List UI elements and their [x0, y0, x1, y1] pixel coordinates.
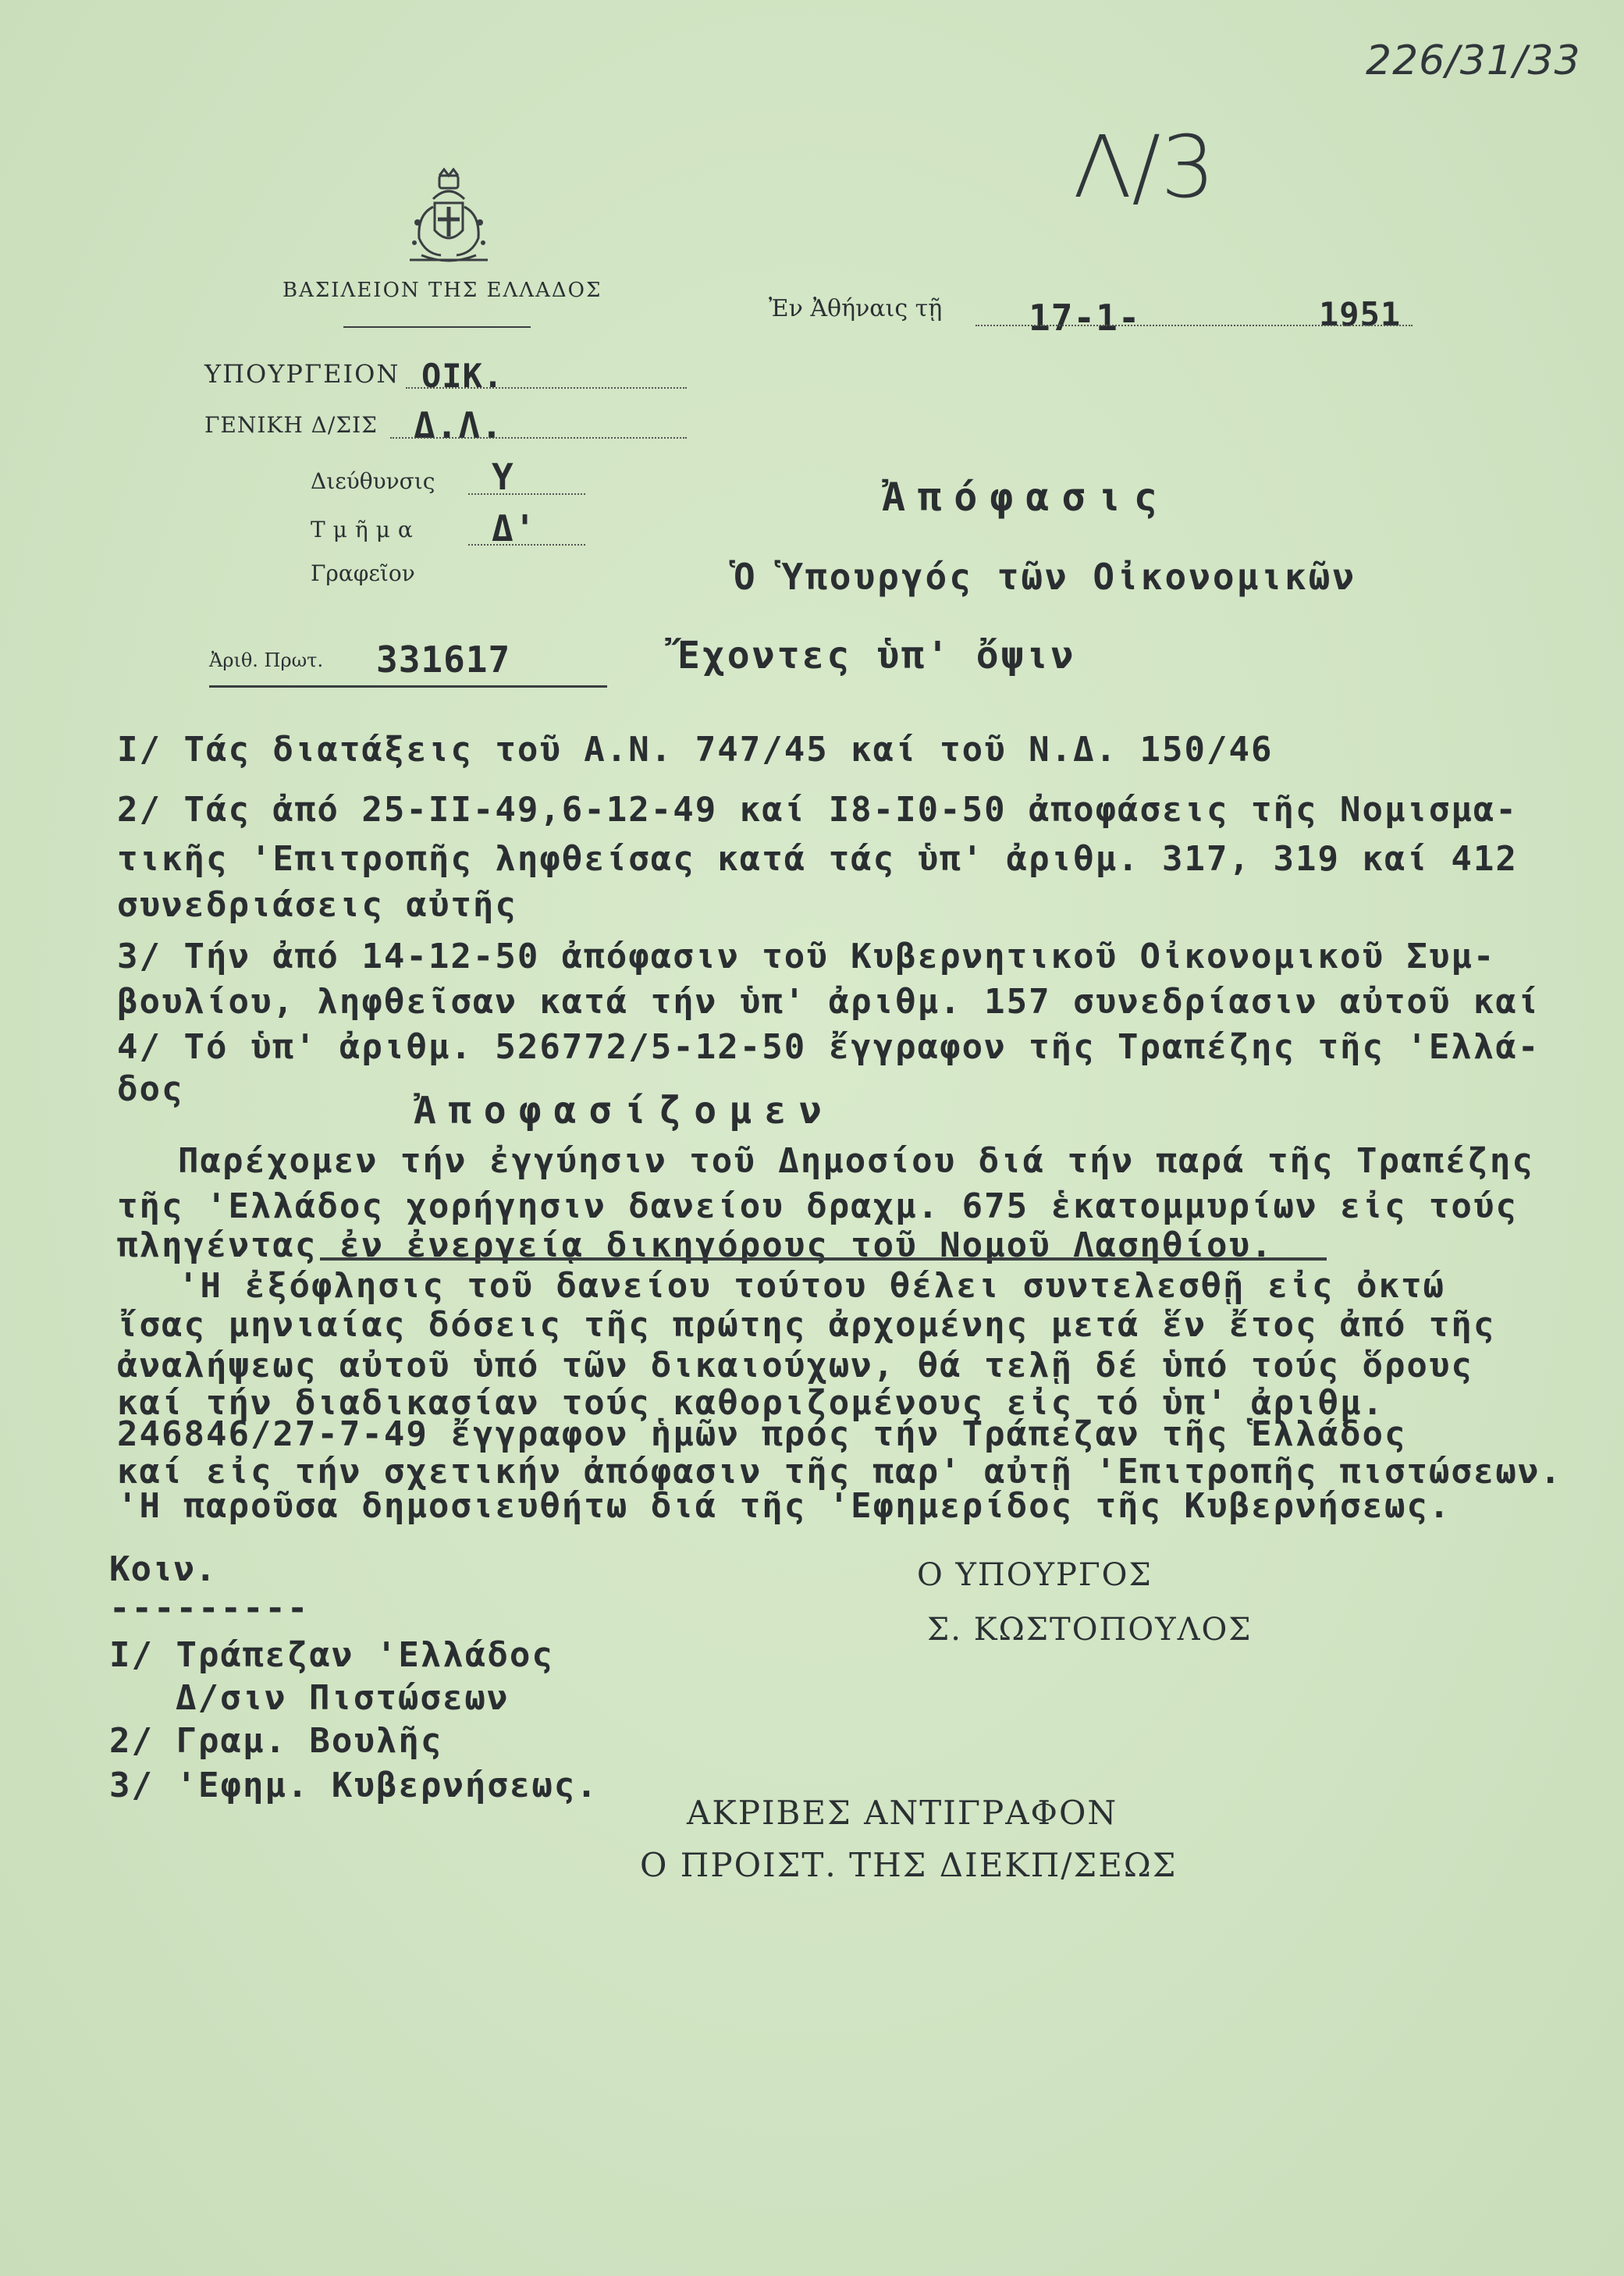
date-prefix: Ἐν Ἀθήναις τῇ [769, 295, 943, 322]
certification-line-1: ΑΚΡΙΒΕΣ ΑΝΤΙΓΡΑΦΟΝ [687, 1794, 1118, 1832]
decision-line: 'Η παροῦσα δημοσιευθήτω διά τῆς 'Εφημερίδος τῆς Κυβερνήσεως. [117, 1486, 1452, 1526]
date-value: 17-1- [1029, 297, 1141, 339]
ministry-rule [406, 387, 687, 389]
office-label: Γραφεῖον [311, 560, 415, 586]
consideration-line: 3/ Τήν ἀπό 14-12-50 ἀπόφασιν τοῦ Κυβερνητικοῦ Οἰκονομικοῦ Συμ- [117, 937, 1496, 976]
section-value: Δ' [492, 507, 537, 549]
general-dir-rule [390, 437, 687, 439]
decision-heading: Ἀπόφασις [882, 475, 1170, 520]
decision-line: 'Η ἐξόφλησις τοῦ δανείου τούτου θέλει συντελεσθῇ εἰς ὀκτώ [178, 1266, 1445, 1306]
decision-title: Ἀποφασίζομεν [414, 1089, 834, 1133]
consideration-line: βουλίου, ληφθεῖσαν κατά τήν ὑπ' ἀριθμ. 157 συνεδρίασιν αὐτοῦ καί [117, 982, 1540, 1022]
decision-line: Παρέχομεν τήν ἐγγύησιν τοῦ Δημοσίου διά τήν παρά τῆς Τραπέζης [178, 1141, 1534, 1181]
ministry-label: ΥΠΟΥΡΓΕΙΟΝ [204, 359, 400, 389]
directorate-rule [468, 493, 585, 495]
directorate-value: Υ [492, 456, 514, 498]
decision-line: καί τήν διαδικασίαν τούς καθοριζομένους εἰς τό ὑπ' ἀριθμ. [117, 1383, 1384, 1423]
recipient-item: Δ/σιν Πιστώσεων [176, 1678, 510, 1718]
directorate-label: Διεύθυνσις [311, 468, 435, 494]
koin-label: Κοιν. [109, 1549, 217, 1589]
kingdom-underline [343, 326, 531, 328]
date-year: 1951 [1319, 295, 1402, 333]
consideration-line: συνεδριάσεις αὐτῆς [117, 885, 517, 925]
protocol-label: Ἀριθ. Πρωτ. [209, 649, 324, 671]
general-dir-value: Δ.Λ. [414, 404, 503, 446]
protocol-underline [209, 685, 607, 688]
having-line: Ἔχοντες ὑπ' ὄψιν [677, 634, 1076, 677]
signature-title: Ο ΥΠΟΥΡΓΟΣ [917, 1557, 1153, 1593]
general-dir-label: ΓΕΝΙΚΗ Δ/ΣΙΣ [204, 412, 378, 438]
decision-line: πληγέντας ἐν ἐνεργείᾳ δικηγόρους τοῦ Νομοῦ Λασηθίου. [117, 1225, 1274, 1265]
recipient-item: 3/ 'Εφημ. Κυβερνήσεως. [109, 1766, 599, 1805]
archive-reference: 226/31/33 [1366, 37, 1581, 84]
consideration-line: 4/ Τό ὑπ' ἀριθμ. 526772/5-12-50 ἔγγραφον τῆς Τραπέζης τῆς 'Ελλά- [117, 1027, 1540, 1067]
dash-line: --------- [109, 1588, 310, 1628]
authority-line: Ὁ Ὑπουργός τῶν Οἰκονομικῶν [734, 556, 1357, 598]
consideration-line: δος [117, 1069, 184, 1109]
certification-line-2: Ο ΠΡΟΙΣΤ. ΤΗΣ ΔΙΕΚΠ/ΣΕΩΣ [640, 1846, 1178, 1884]
decision-line: τῆς 'Ελλάδος χορήγησιν δανείου δραχμ. 675 ἑκατομμυρίων εἰς τούς [117, 1186, 1518, 1226]
decision-line: ἴσας μηνιαίας δόσεις τῆς πρώτης ἀρχομένης μετά ἕν ἔτος ἀπό τῆς [117, 1305, 1496, 1345]
decision-line: 246846/27-7-49 ἔγγραφον ἡμῶν πρός τήν Τράπεζαν τῆς Ἑλλάδος [117, 1414, 1407, 1454]
decision-line: ἀναλήψεως αὐτοῦ ὑπό τῶν δικαιούχων, θά τελῇ δέ ὑπό τούς ὅρους [117, 1346, 1473, 1385]
handwritten-underline [320, 1257, 1327, 1261]
consideration-line: τικῆς 'Επιτροπῆς ληφθείσας κατά τάς ὑπ' ἀριθμ. 317, 319 καί 412 [117, 839, 1518, 879]
royal-coat-of-arms-icon [394, 168, 503, 269]
ministry-value: ΟΙΚ. [421, 357, 504, 395]
recipient-item: I/ Τράπεζαν 'Ελλάδος [109, 1635, 554, 1675]
recipient-item: 2/ Γραμ. Βουλῆς [109, 1721, 443, 1761]
consideration-line: I/ Τάς διατάξεις τοῦ Α.Ν. 747/45 καί τοῦ Ν.Δ. 150/46 [117, 730, 1274, 770]
page-mark: Λ/3 [1073, 117, 1216, 217]
decision-line: καί εἰς τήν σχετικήν ἀπόφασιν τῆς παρ' αὐτῇ 'Επιτροπῆς πιστώσεων. [117, 1452, 1562, 1492]
signature-name: Σ. ΚΩΣΤΟΠΟΥΛΟΣ [927, 1612, 1253, 1648]
protocol-value: 331617 [376, 638, 511, 681]
consideration-line: 2/ Τάς ἀπό 25-II-49,6-12-49 καί I8-I0-50 ἀποφάσεις τῆς Νομισμα- [117, 790, 1518, 830]
section-label: Τμῆμα [311, 517, 421, 542]
date-rule [975, 325, 1413, 326]
kingdom-title: ΒΑΣΙΛΕΙΟΝ ΤΗΣ ΕΛΛΑΔΟΣ [283, 279, 602, 302]
section-rule [468, 544, 585, 546]
